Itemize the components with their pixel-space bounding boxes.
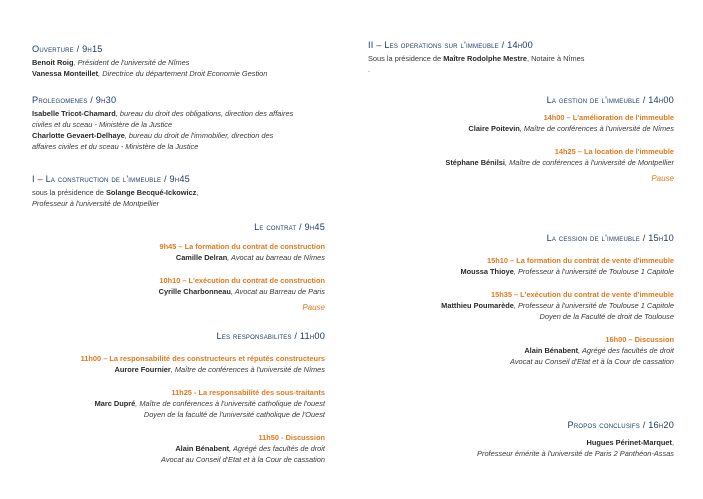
section-title: Le contrat / 9h45	[254, 222, 325, 232]
presidence-line: sous la présidence de Solange Becqué-Ickowicz,	[32, 188, 199, 197]
speaker-name: Isabelle Tricot-Chamard	[32, 109, 116, 118]
talk-title: 11h50 - Discussion	[258, 433, 325, 442]
speaker-role: Avocat au Conseil d'Etat et à la Cour de cassation	[510, 357, 674, 366]
section-gestion	[358, 95, 674, 185]
speaker-role: civiles et du sceau - Ministère de la Justice	[32, 120, 173, 129]
speaker-role: , Avocat au barreau de Nîmes	[227, 253, 325, 262]
speaker-name: Benoit Roig	[32, 58, 74, 67]
speaker-role: , Maître de conférences à l'université de Montpellier	[504, 158, 674, 167]
speaker-role-cont	[358, 356, 674, 367]
president-name: Maître Rodolphe Mestre	[443, 54, 527, 63]
section-responsabilites	[10, 331, 325, 465]
speaker-role: , Directrice du département Droit Economie Gestion	[98, 69, 268, 78]
speaker-line	[10, 443, 325, 454]
speaker-role: Avocat au Conseil d'Etat et à la Cour de cassation	[161, 455, 325, 464]
talk-title: 15h10 – La formation du contrat de vente d'immeuble	[487, 256, 674, 265]
speaker-role: , Président de l'université de Nîmes	[73, 58, 190, 67]
comma: ,	[671, 438, 674, 447]
presidence-line	[368, 53, 688, 64]
speaker-role: , Maître de conférences à l'université de Nîmes	[170, 365, 325, 374]
speaker-role-cont	[358, 311, 674, 322]
speaker-role: , Avocat au Barreau de Paris	[230, 287, 325, 296]
speaker-role: Doyen de la Faculté de droit de Toulouse	[539, 312, 674, 321]
talk-title: 14h25 – La location de l'immeuble	[554, 147, 674, 156]
talk-title: 15h35 – L'exécution du contrat de vente d'immeuble	[491, 290, 674, 299]
section-title: Propos conclusifs / 16h20	[567, 420, 674, 430]
speaker-name: Moussa Thioye	[460, 267, 514, 276]
speaker-line	[358, 123, 674, 134]
section-contrat	[10, 222, 325, 314]
section-prolegomenes	[32, 95, 332, 152]
speaker-name: Hugues Périnet-Marquet	[586, 438, 672, 447]
section-operations	[368, 40, 688, 75]
speaker-role: Professeur émérite à l'université de Paris 2 Panthéon-Assas	[477, 449, 674, 458]
speaker-role: Doyen de la faculté de l'université catholique de l'Ouest	[143, 410, 325, 419]
presidence-prefix: sous la présidence de	[32, 188, 106, 197]
section-title: Ouverture / 9h15	[32, 44, 103, 54]
presidence-prefix: Sous la présidence de	[368, 54, 444, 63]
section-conclusifs	[358, 420, 674, 459]
section-cession	[358, 233, 674, 367]
section-title: Prolegomenes / 9h30	[32, 95, 117, 105]
speaker-name: Matthieu Poumarède	[441, 301, 514, 310]
speaker-line	[10, 364, 325, 375]
speaker-name: Marc Dupré	[94, 399, 136, 408]
pause-label: Pause	[651, 174, 674, 183]
speaker-role-cont	[32, 119, 332, 130]
section-title: II – Les operations sur l'immeuble / 14h00	[368, 40, 533, 50]
speaker-name: Vanessa Monteillet	[32, 69, 99, 78]
section-title: La cession de l'immeuble / 15h10	[546, 233, 674, 243]
section-title: Les responsabilites / 11h00	[216, 331, 325, 341]
speaker-line	[10, 398, 325, 409]
speaker-name: Claire Poitevin	[468, 124, 520, 133]
speaker-name: Charlotte Gevaert-Delhaye	[32, 131, 125, 140]
talk-title: 16h00 – Discussion	[605, 335, 674, 344]
speaker-line	[32, 108, 332, 119]
speaker-role-cont	[358, 448, 674, 459]
speaker-role: , Professeur à l'université de Toulouse 1 Capitole	[513, 267, 674, 276]
speaker-name: Aurore Fournier	[114, 365, 171, 374]
speaker-line	[10, 286, 325, 297]
speaker-line	[358, 345, 674, 356]
pause-label: Pause	[302, 303, 325, 312]
speaker-line	[32, 68, 332, 79]
talk-title: 9h45 – La formation du contrat de construction	[159, 242, 325, 251]
speaker-line	[32, 57, 332, 68]
section-ouverture	[32, 44, 332, 79]
speaker-role: , Agrégé des facultés de droit	[229, 444, 325, 453]
speaker-name: Stéphane Bénilsi	[445, 158, 505, 167]
speaker-name: Camille Delran	[175, 253, 228, 262]
speaker-name: Alain Bénabent	[175, 444, 230, 453]
speaker-role: , Agrégé des facultés de droit	[578, 346, 674, 355]
speaker-role: , bureau du droit des obligations, direction des affaires	[115, 109, 294, 118]
speaker-name: Alain Bénabent	[524, 346, 579, 355]
talk-title: 14h00 – L'amélioration de l'immeuble	[543, 113, 674, 122]
speaker-role: , Maître de conférences à l'université de Nîmes	[519, 124, 674, 133]
section-construction	[32, 174, 332, 209]
speaker-role-cont	[32, 141, 332, 152]
speaker-role: affaires civiles et du sceau - Ministère de la Justice	[32, 142, 199, 151]
president-role-text: Professeur à l'université de Montpellier	[32, 199, 160, 208]
president-role	[32, 198, 332, 209]
talk-title: 11h00 – La responsabilité des constructeurs et réputés constructeurs	[80, 354, 325, 363]
speaker-role: , Professeur à l'université de Toulouse 1 Capitole	[513, 301, 674, 310]
talk-title: 10h10 – L'exécution du contrat de construction	[159, 276, 325, 285]
speaker-line	[358, 300, 674, 311]
dot-line: .	[368, 65, 371, 74]
section-title: La gestion de l'immeuble / 14h00	[546, 95, 674, 105]
speaker-role: , bureau du droit de l'immobilier, direction des	[124, 131, 274, 140]
section-title: I – La construction de l'immeuble / 9h45	[32, 174, 190, 184]
speaker-line	[358, 157, 674, 168]
speaker-name: Cyrille Charbonneau	[158, 287, 231, 296]
president-name: Solange Becqué-Ickowicz	[105, 188, 197, 197]
president-role: , Notaire à Nîmes	[526, 54, 585, 63]
speaker-line	[358, 266, 674, 277]
speaker-line	[358, 437, 674, 448]
speaker-role-cont	[10, 454, 325, 465]
talk-title: 11h25 - La responsabilité des sous-traitants	[171, 388, 325, 397]
speaker-role: , Maître de conférences à l'université catholique de l'ouest	[135, 399, 325, 408]
speaker-role-cont	[10, 409, 325, 420]
speaker-line	[32, 130, 332, 141]
speaker-line	[10, 252, 325, 263]
